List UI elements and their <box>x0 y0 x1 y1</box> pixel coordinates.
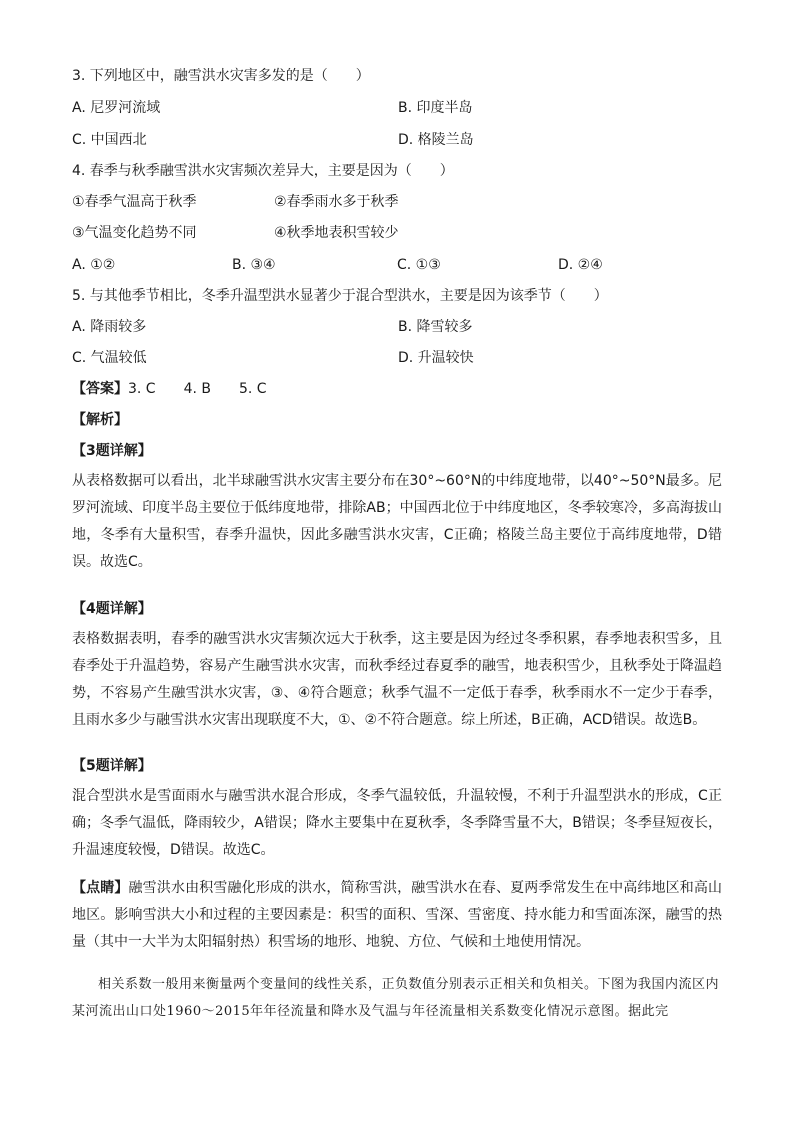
tip-paragraph <box>72 875 722 956</box>
q4-stem: 4. 春季与秋季融雪洪水灾害频次差异大，主要是因为（ ） <box>72 163 454 179</box>
detail-3-text: 从表格数据可以看出，北半球融雪洪水灾害主要分布在30°~60°N的中纬度地带，以40°~50°N最多。尼罗河流域、印度半岛主要位于低纬度地带，排除AB；中国西北位于中纬度地区，冬季较寒冷，多高海拔山地，冬季有大量积雪，春季升温快，因此多融雪洪水灾害，C正确；格陵兰岛主要位于高纬度地带，D错误。故选C。 <box>72 473 722 570</box>
q4-option-c: C. ①③ <box>397 257 441 273</box>
q3-option-d: D. 格陵兰岛 <box>398 132 474 148</box>
q4-option-b: B. ③④ <box>232 257 276 273</box>
answer-text: 3. C 4. B 5. C <box>128 381 267 397</box>
detail-5-text: 混合型洪水是雪面雨水与融雪洪水混合形成，冬季气温较低，升温较慢，不利于升温型洪水的形成，C正确；冬季气温低，降雨较少，A错误；降水主要集中在夏秋季，冬季降雪量不大，B错误；冬季昼短夜长，升温速度较慢，D错误。故选C。 <box>72 788 722 858</box>
q5-stem: 5. 与其他季节相比，冬季升温型洪水显著少于混合型洪水，主要是因为该季节（ ） <box>72 288 608 304</box>
q3-option-c: C. 中国西北 <box>72 132 147 148</box>
q5-option-c: C. 气温较低 <box>72 350 147 366</box>
q4-statement-4: ④秋季地表积雪较少 <box>274 225 399 241</box>
q5-option-b: B. 降雪较多 <box>398 319 473 335</box>
tip-text: 融雪洪水由积雪融化形成的洪水，简称雪洪，融雪洪水在春、夏两季常发生在中高纬地区和高山地区。影响雪洪大小和过程的主要因素是：积雪的面积、雪深、雪密度、持水能力和雪面冻深，融雪的热量（其中一大半为太阳辐射热）积雪场的地形、地貌、方位、气候和土地使用情况。 <box>72 880 723 950</box>
detail-4-label: 【4题详解】 <box>72 601 152 617</box>
q3-option-b: B. 印度半岛 <box>398 100 473 116</box>
answer-label: 【答案】 <box>72 381 128 397</box>
q3-option-a: A. 尼罗河流域 <box>72 100 161 116</box>
q4-option-a: A. ①② <box>72 257 116 273</box>
next-section-intro: 相关系数一般用来衡量两个变量间的线性关系，正负数值分别表示正相关和负相关。下图为我国内流区内某河流出山口处1960～2015年年径流量和降水及气温与年径流量相关系数变化情况示意图。据此完 <box>72 977 720 1019</box>
analysis-label: 【解析】 <box>72 412 128 428</box>
q5-option-a: A. 降雨较多 <box>72 319 147 335</box>
q4-statement-2: ②春季雨水多于秋季 <box>274 194 399 210</box>
detail-3-label: 【3题详解】 <box>72 443 152 459</box>
detail-5-label: 【5题详解】 <box>72 758 152 774</box>
tip-label: 【点睛】 <box>72 880 129 896</box>
q3-stem: 3. 下列地区中，融雪洪水灾害多发的是（ ） <box>72 68 370 84</box>
q4-statement-1: ①春季气温高于秋季 <box>72 194 197 210</box>
q4-statement-3: ③气温变化趋势不同 <box>72 225 197 241</box>
detail-4-text: 表格数据表明，春季的融雪洪水灾害频次远大于秋季，这主要是因为经过冬季积累，春季地表积雪多，且春季处于升温趋势，容易产生融雪洪水灾害，而秋季经过春夏季的融雪，地表积雪少，且秋季处于降温趋势，不容易产生融雪洪水灾害，③、④符合题意；秋季气温不一定低于春季，秋季雨水不一定少于春季，且雨水多少与融雪洪水灾害出现联度不大，①、②不符合题意。综上所述，B正确，ACD错误。故选B。 <box>72 631 722 728</box>
q4-option-d: D. ②④ <box>558 257 603 273</box>
answer-line <box>72 380 267 398</box>
q5-option-d: D. 升温较快 <box>398 350 474 366</box>
